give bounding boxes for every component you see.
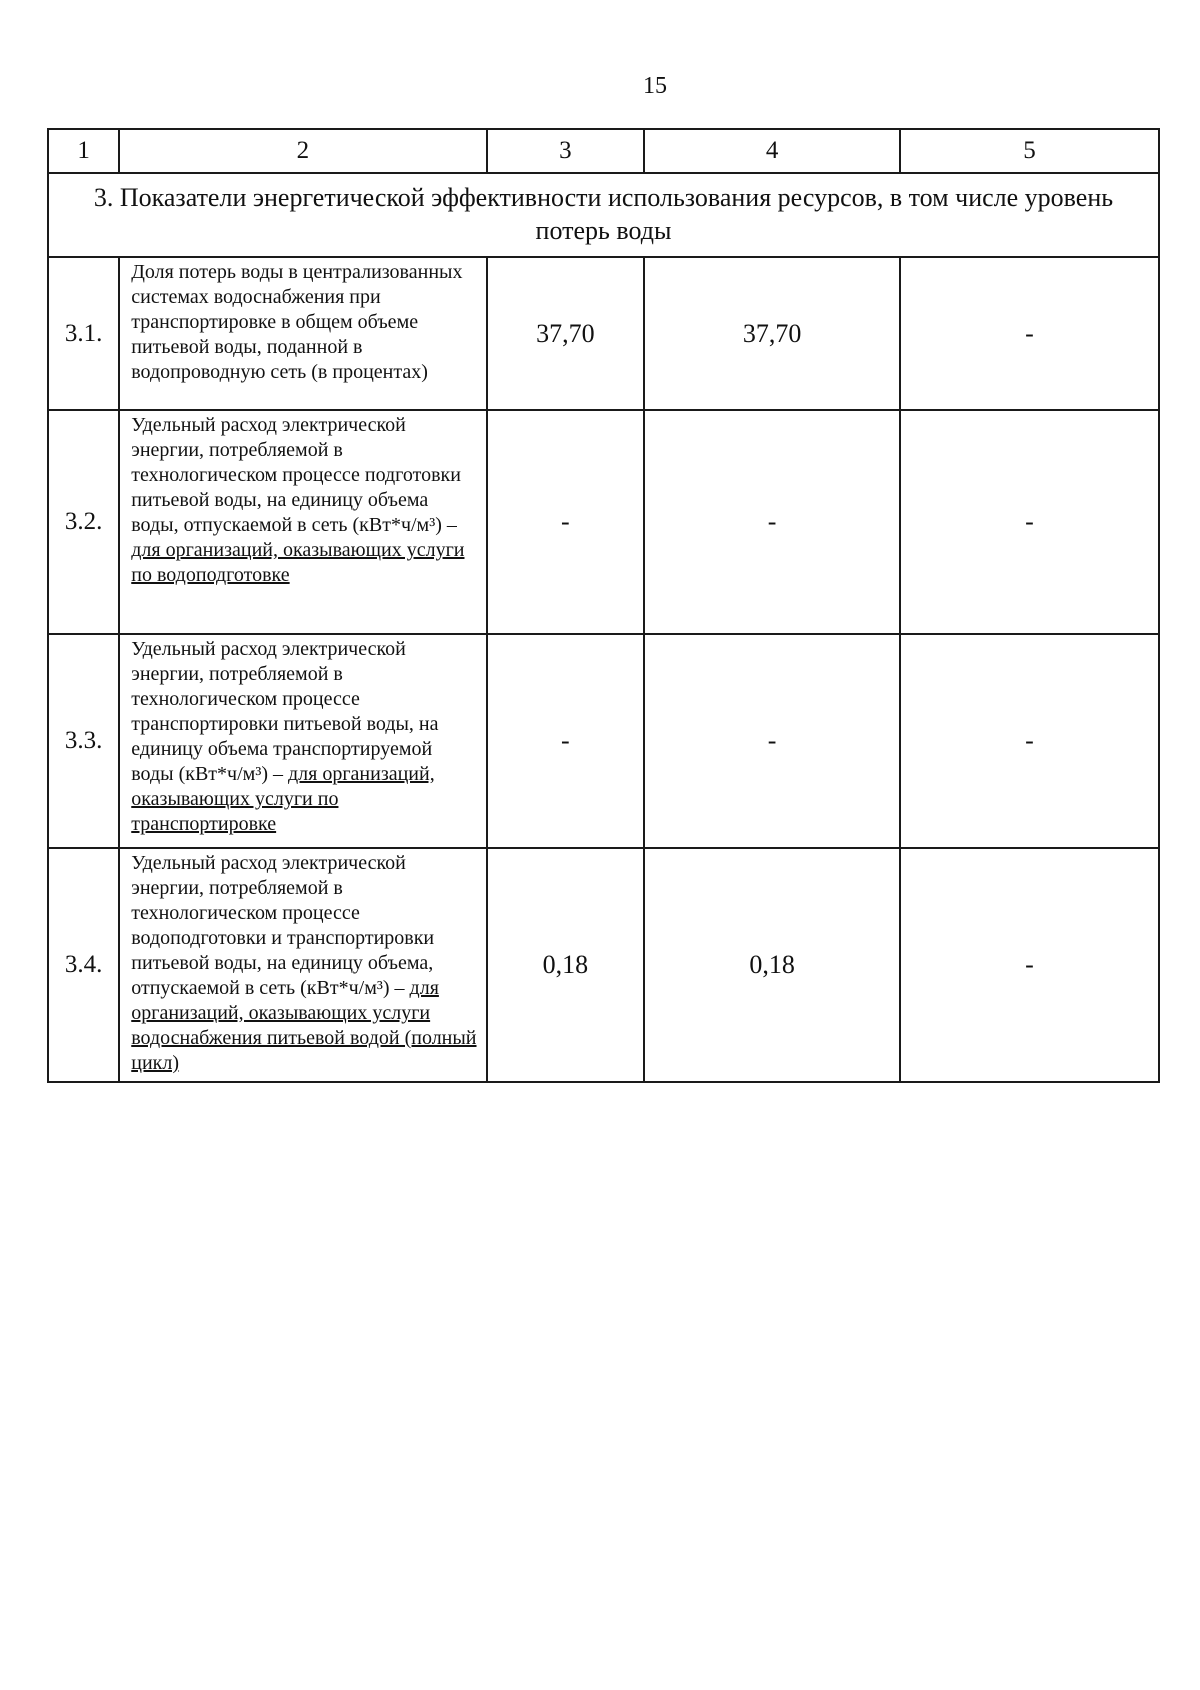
- column-header: 2: [119, 129, 486, 173]
- description-underlined-text: для организаций, оказывающих услуги по транспортировке: [131, 763, 435, 835]
- row-number: 3.1.: [48, 257, 119, 410]
- row-number: 3.3.: [48, 634, 119, 848]
- page-number: 15: [643, 73, 667, 99]
- value-cell-col4: -: [644, 410, 900, 634]
- column-header: 1: [48, 129, 119, 173]
- row-description: [119, 410, 486, 634]
- value-cell-col3: -: [487, 634, 645, 848]
- row-number: 3.4.: [48, 848, 119, 1082]
- description-text: Удельный расход электрической энергии, потребляемой в технологическом процессе водоподготовки и транспортировки питьевой воды, на единицу объема, отпускаемой в сеть (кВт*ч/м³) –: [131, 852, 435, 999]
- table-header-row: [48, 129, 1159, 173]
- value-cell-col5: -: [900, 634, 1159, 848]
- table-row: [48, 257, 1159, 410]
- table-row: [48, 848, 1159, 1082]
- column-header: 3: [487, 129, 645, 173]
- value-cell-col5: -: [900, 848, 1159, 1082]
- indicators-table: [47, 128, 1160, 1083]
- description-text: Удельный расход электрической энергии, потребляемой в технологическом процессе подготовки питьевой воды, на единицу объема воды, отпускаемой в сеть (кВт*ч/м³) –: [131, 414, 461, 536]
- column-header: 4: [644, 129, 900, 173]
- row-description: [119, 257, 486, 410]
- value-cell-col4: 37,70: [644, 257, 900, 410]
- description-text: Доля потерь воды в централизованных системах водоснабжения при транспортировке в общем объеме питьевой воды, поданной в водопроводную сеть (в процентах): [131, 261, 463, 383]
- column-header: 5: [900, 129, 1159, 173]
- description-underlined-text: для организаций, оказывающих услуги по водоподготовке: [131, 539, 465, 586]
- value-cell-col3: -: [487, 410, 645, 634]
- value-cell-col5: -: [900, 257, 1159, 410]
- description-text: Удельный расход электрической энергии, потребляемой в технологическом процессе транспортировки питьевой воды, на единицу объема транспортируемой воды (кВт*ч/м³) –: [131, 638, 439, 785]
- table-row: [48, 634, 1159, 848]
- value-cell-col3: 0,18: [487, 848, 645, 1082]
- row-description: [119, 634, 486, 848]
- value-cell-col4: -: [644, 634, 900, 848]
- row-number: 3.2.: [48, 410, 119, 634]
- value-cell-col5: -: [900, 410, 1159, 634]
- value-cell-col4: 0,18: [644, 848, 900, 1082]
- section-title: 3. Показатели энергетической эффективности использования ресурсов, в том числе уровень потерь воды: [48, 173, 1159, 257]
- table-row: [48, 410, 1159, 634]
- description-underlined-text: для организаций, оказывающих услуги водоснабжения питьевой водой (полный цикл): [131, 977, 477, 1074]
- value-cell-col3: 37,70: [487, 257, 645, 410]
- row-description: [119, 848, 486, 1082]
- section-title-row: [48, 173, 1159, 257]
